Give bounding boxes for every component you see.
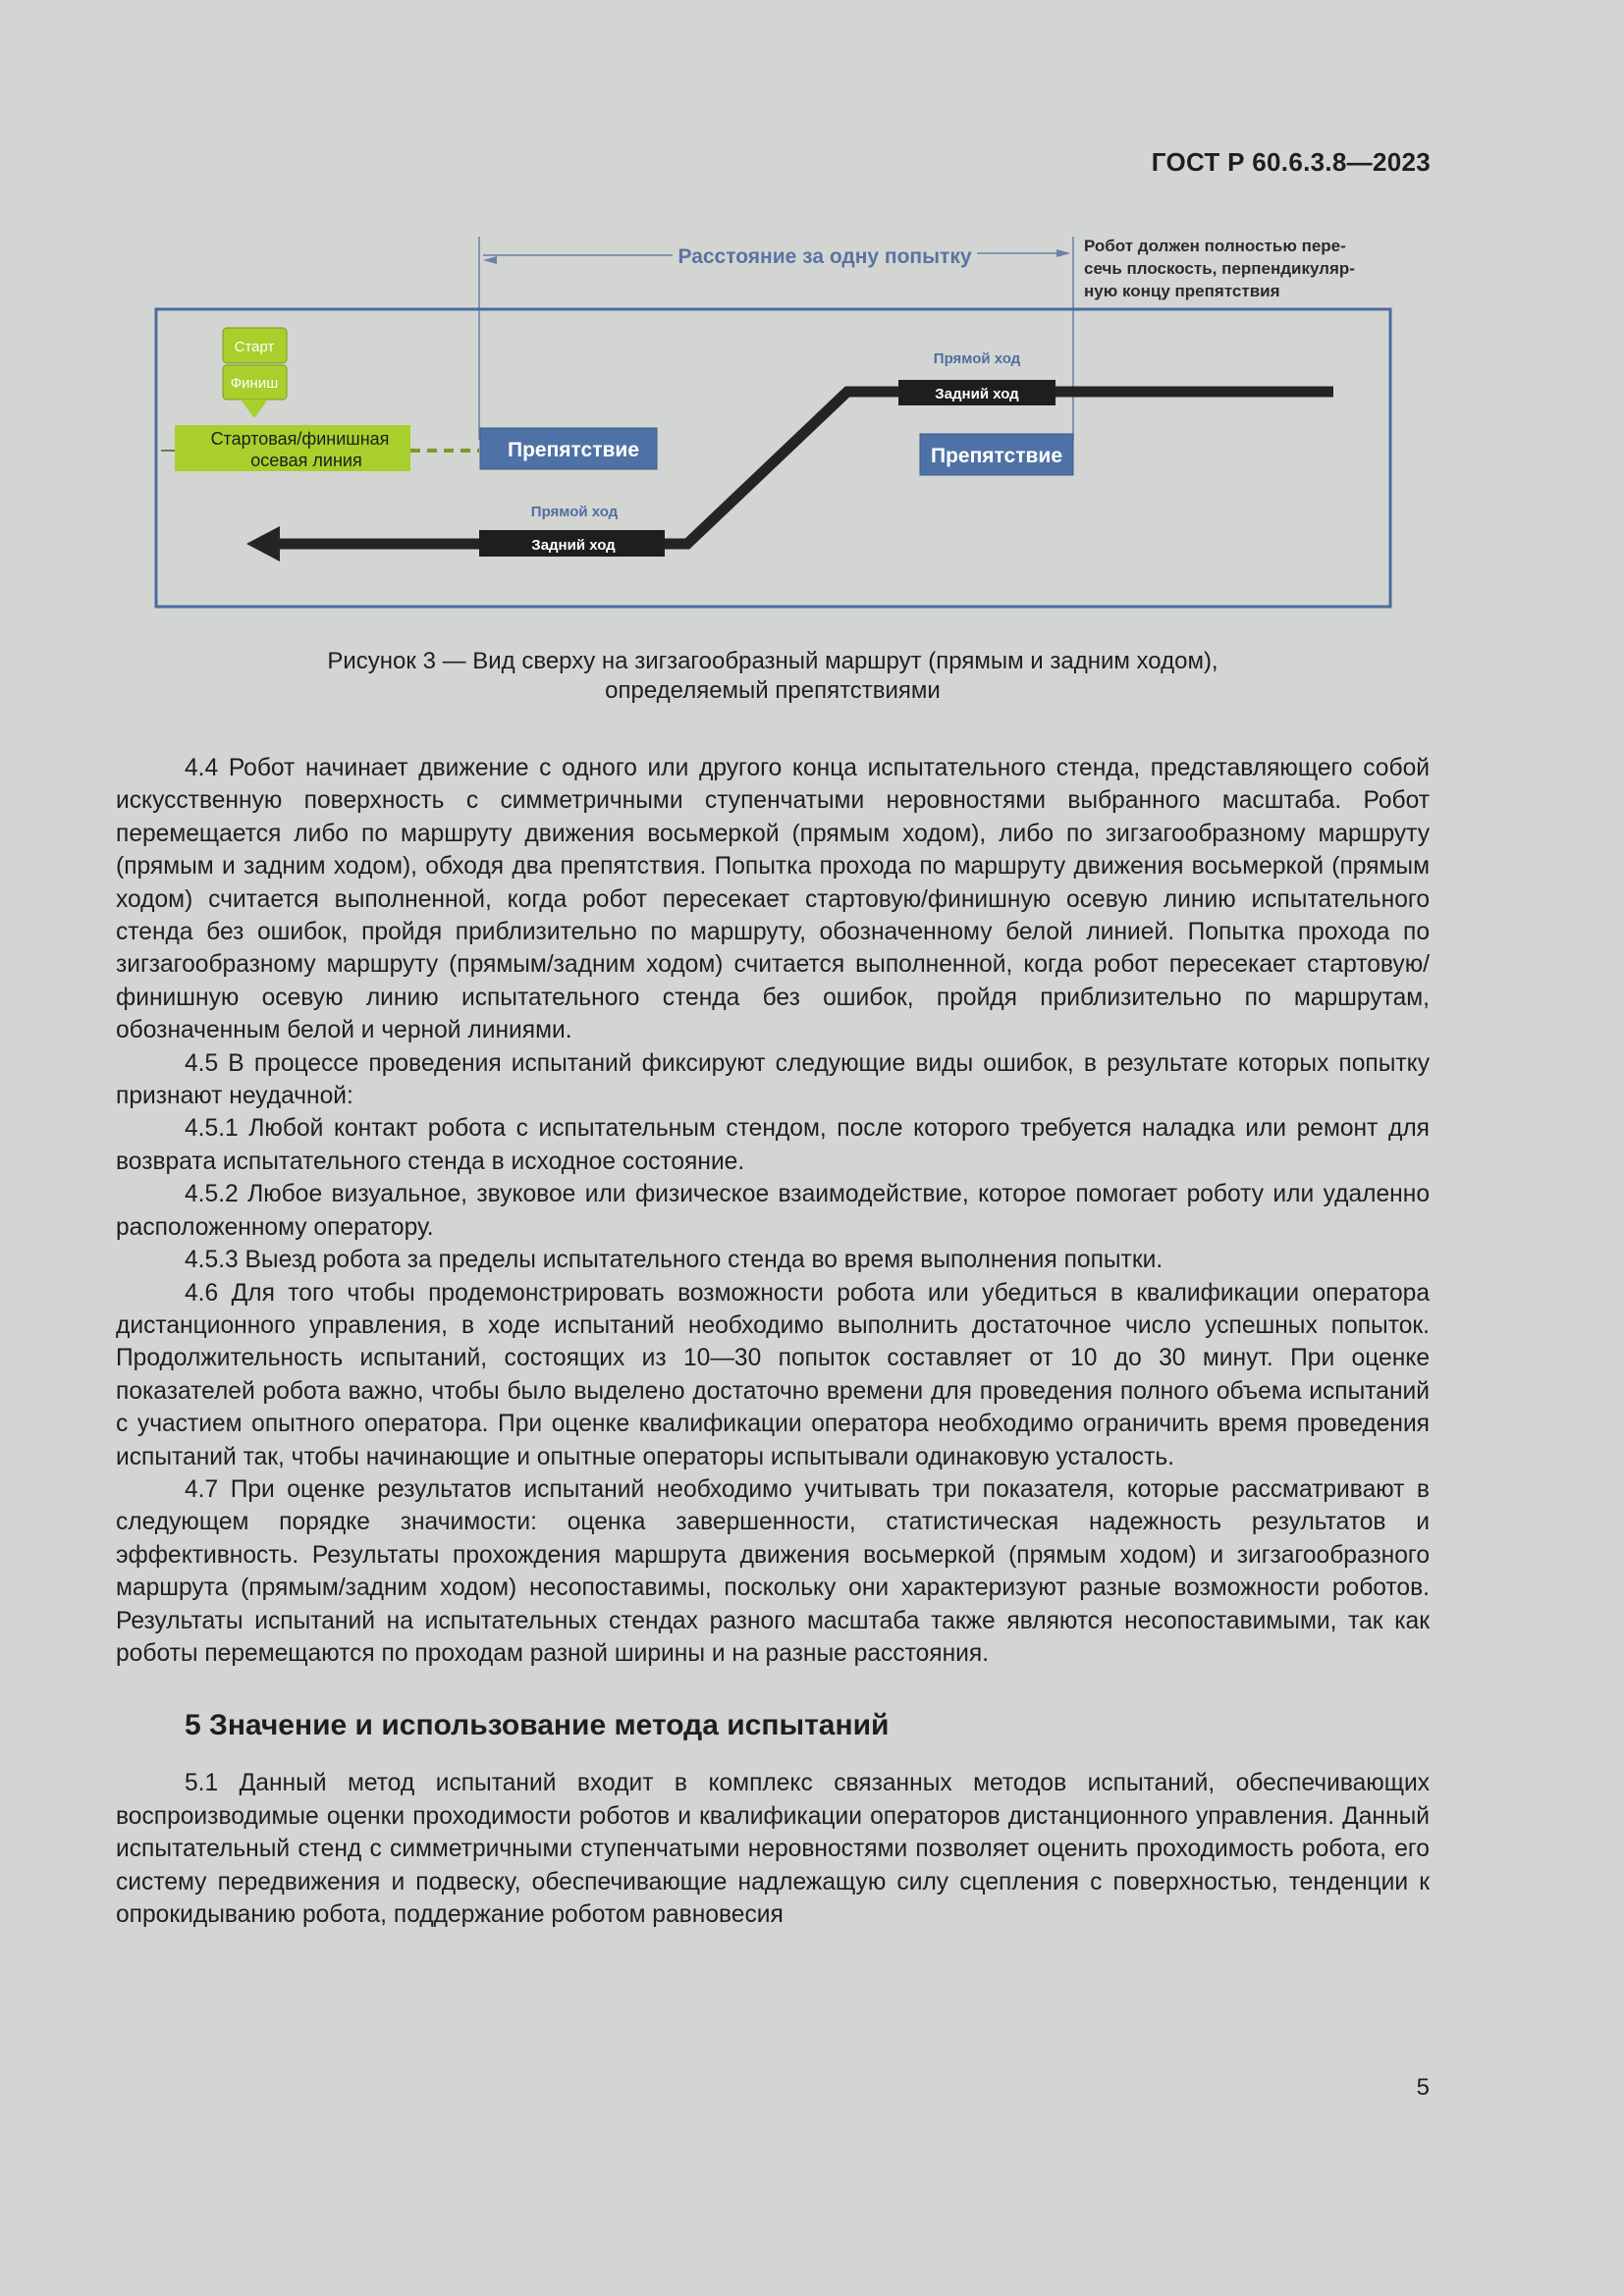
- obstacle-left-label: Препятствие: [507, 439, 640, 461]
- paragraph-4-5-3: 4.5.3 Выезд робота за пределы испытательного стенда во время выполнения попытки.: [185, 1247, 1164, 1274]
- distance-arrow-left: [483, 256, 497, 264]
- centerline-label: Стартовая/финишная осевая линия: [210, 429, 390, 470]
- page-number: 5: [1416, 2074, 1430, 2101]
- caption-line-1: Рисунок 3 — Вид сверху на зигзагообразный маршрут (прямым и задним ходом),: [327, 648, 1218, 674]
- paragraph-4-4: 4.4 Робот начинает движение с одного или другого конца испытательного стенда, представляющего собой искусственную поверхность с симметричными ступенчатыми неровностями выбранного масштаба. Робот перемещается либо по маршруту движения восьмеркой (прямым ходом), либо по зигзагообразному маршруту (прямым и задним ходом), обходя два препятствия. Попытка прохода по маршруту движения восьмеркой (прямым ходом) считается выполненной, когда робот пересекает стартовую/финишную осевую линию испытательного стенда без ошибок, пройдя приблизительно по маршруту, обозначенному белой линией. Попытка прохода по зигзагообразному маршруту (прямым/задним ходом) считается выполненной, когда робот пересекает стартовую/финишную осевую линию испытательного стенда без ошибок, пройдя приблизительно по маршрутам, обозначенным белой и черной линиями.: [116, 755, 1430, 1044]
- zigzag-route-diagram: [0, 0, 1624, 746]
- paragraph-4-6: 4.6 Для того чтобы продемонстрировать возможности робота или убедиться в квалификации оператора дистанционного управления, в ходе испытаний необходимо выполнить достаточное число успешных попыток. Продолжительность испытаний, состоящих из 10—30 попыток составляет от 10 до 30 минут. При оценке показателей робота важно, чтобы было выделено достаточно времени для проведения полного объема испытаний с участием опытного оператора. При оценке квалификации оператора необходимо ограничить время проведения испытаний так, чтобы начинающие и опытные операторы испытывали одинаковую усталость.: [116, 1279, 1430, 1470]
- paragraph-4-5-1: 4.5.1 Любой контакт робота с испытательным стендом, после которого требуется наладка или ремонт для возврата испытательного стенда в исходное состояние.: [116, 1115, 1430, 1175]
- document-code: ГОСТ Р 60.6.3.8—2023: [1151, 147, 1431, 177]
- figure-caption: [0, 647, 1545, 706]
- finish-label: Финиш: [230, 375, 279, 392]
- reverse-label-upper: Задний ход: [935, 386, 1019, 402]
- plane-note: Робот должен полностью пере- сечь плоскость, перпендикуляр- ную концу препятствия: [1084, 237, 1355, 300]
- figure-3: [0, 0, 1624, 746]
- obstacle-right-label: Препятствие: [930, 445, 1063, 467]
- forward-label-upper: Прямой ход: [933, 350, 1021, 367]
- route-arrowhead: [246, 526, 280, 561]
- distance-arrow-right: [1056, 249, 1070, 257]
- paragraph-5-1: 5.1 Данный метод испытаний входит в комплекс связанных методов испытаний, обеспечивающих воспроизводимые оценки проходимости роботов и квалификации операторов дистанционного управления. Данный испытательный стенд с симметричными ступенчатыми неровностями позволяет оценить проходимость робота, его систему передвижения и подвеску, обеспечивающие надлежащую силу сцепления с поверхностью, тенденции к опрокидыванию робота, поддержание роботом равновесия: [116, 1770, 1430, 1928]
- caption-line-2: определяемый препятствиями: [605, 677, 941, 704]
- distance-label: Расстояние за одну попытку: [677, 245, 972, 268]
- reverse-label-lower: Задний ход: [531, 537, 616, 554]
- start-label: Старт: [234, 339, 275, 355]
- forward-label-lower: Прямой ход: [530, 504, 619, 520]
- body-text: [116, 752, 1430, 1931]
- zigzag-route-path: [267, 392, 1333, 544]
- finish-down-arrow: [241, 400, 268, 418]
- paragraph-4-5: 4.5 В процессе проведения испытаний фиксируют следующие виды ошибок, в результате которых попытку признают неудачной:: [116, 1049, 1430, 1110]
- paragraph-4-5-2: 4.5.2 Любое визуальное, звуковое или физическое взаимодействие, которое помогает роботу или удаленно расположенному оператору.: [116, 1181, 1430, 1241]
- paragraph-4-7: 4.7 При оценке результатов испытаний необходимо учитывать три показателя, которые рассматривают в следующем порядке значимости: оценка завершенности, статистическая надежность результатов и эффективность. Результаты прохождения маршрута движения восьмеркой (прямым ходом) и зигзагообразного маршрута (прямым/задним ходом) несопоставимы, поскольку они характеризуют разные возможности роботов. Результаты испытаний на испытательных стендах разного масштаба также являются несопоставимыми, так как роботы перемещаются по проходам разной ширины и на разные расстояния.: [116, 1475, 1430, 1667]
- section-5-heading: 5 Значение и использование метода испытаний: [185, 1709, 890, 1742]
